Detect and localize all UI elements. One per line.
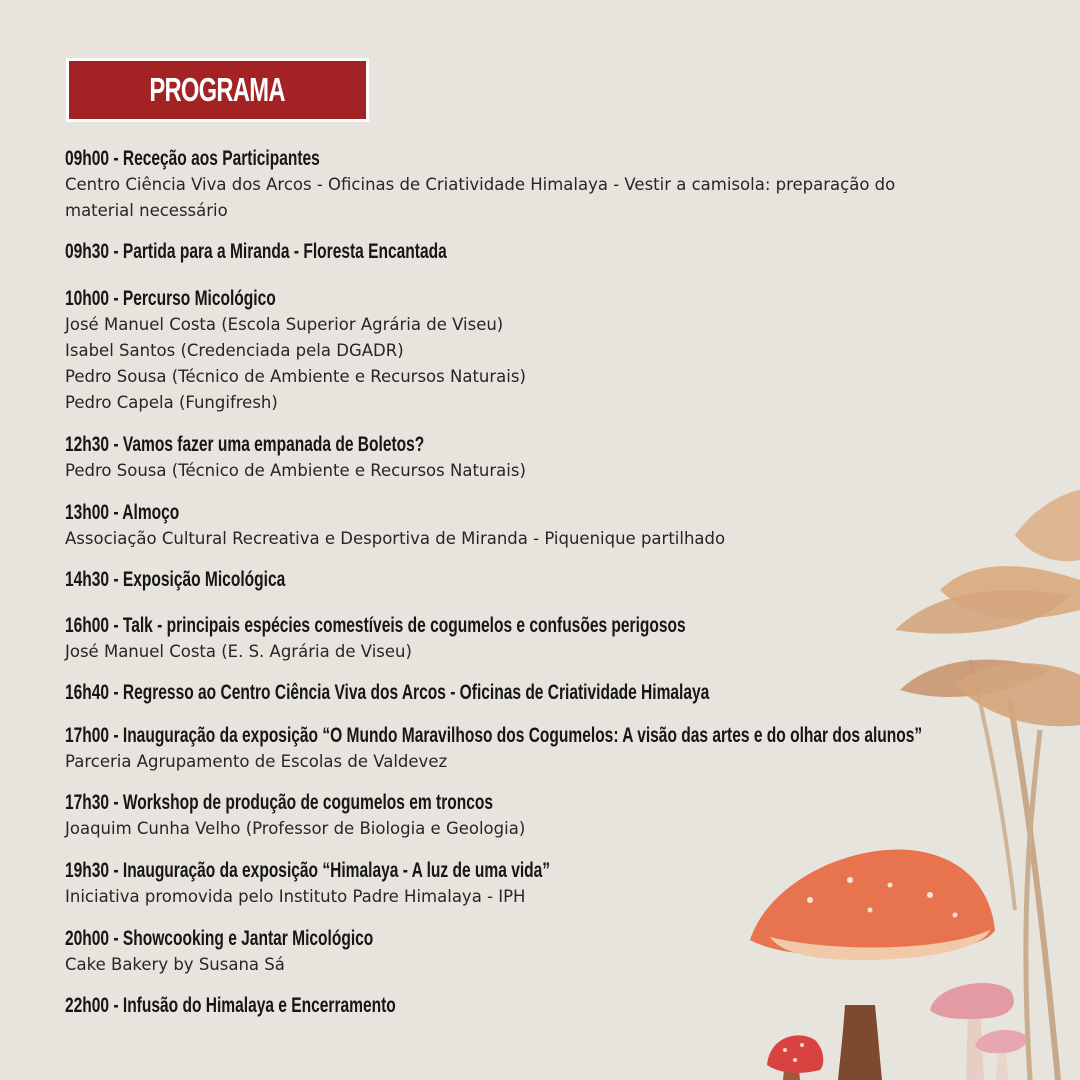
entry-line: Iniciativa promovida pelo Instituto Padre Himalaya - IPH [65,887,526,906]
entry-title: 10h00 - Percurso Micológico [65,287,276,310]
entry-line: Pedro Sousa (Técnico de Ambiente e Recursos Naturais) [65,367,526,386]
entry-title: 22h00 - Infusão do Himalaya e Encerramento [65,994,396,1017]
program-entry [65,285,965,416]
entry-title: 17h00 - Inauguração da exposição “O Mundo Maravilhoso dos Cogumelos: A visão das artes e do olhar dos alunos” [65,724,923,747]
entry-line: material necessário [65,201,228,220]
mushroom-illustration [740,490,1080,1080]
title-banner [66,58,369,122]
entry-line: Isabel Santos (Credenciada pela DGADR) [65,341,404,360]
entry-title: 17h30 - Workshop de produção de cogumelos em troncos [65,791,494,814]
entry-title: 14h30 - Exposição Micológica [65,568,286,591]
entry-line: Centro Ciência Viva dos Arcos - Oficinas de Criatividade Himalaya - Vestir a camisola: preparação do [65,175,896,194]
entry-title: 09h00 - Receção aos Participantes [65,147,320,170]
entry-title: 12h30 - Vamos fazer uma empanada de Boletos? [65,433,425,456]
entry-title: 20h00 - Showcooking e Jantar Micológico [65,927,374,950]
entry-line: José Manuel Costa (E. S. Agrária de Viseu) [65,642,412,661]
entry-title: 09h30 - Partida para a Miranda - Floresta Encantada [65,240,447,263]
entry-line: Cake Bakery by Susana Sá [65,955,285,974]
entry-line: José Manuel Costa (Escola Superior Agrária de Viseu) [65,315,504,334]
entry-title: 13h00 - Almoço [65,501,180,524]
entry-line: Associação Cultural Recreativa e Desportiva de Miranda - Piquenique partilhado [65,529,726,548]
entry-title: 19h30 - Inauguração da exposição “Himalaya - A luz de uma vida” [65,859,551,882]
entry-title: 16h40 - Regresso ao Centro Ciência Viva dos Arcos - Oficinas de Criatividade Himalaya [65,681,710,704]
entry-line: Joaquim Cunha Velho (Professor de Biologia e Geologia) [65,819,526,838]
entry-title: 16h00 - Talk - principais espécies comestíveis de cogumelos e confusões perigosos [65,614,686,637]
entry-line: Pedro Capela (Fungifresh) [65,393,278,412]
program-entry [65,238,965,265]
program-entry [65,431,965,484]
program-entry [65,145,965,224]
page-title: PROGRAMA [149,71,286,108]
entry-line: Pedro Sousa (Técnico de Ambiente e Recursos Naturais) [65,461,526,480]
entry-line: Parceria Agrupamento de Escolas de Valdevez [65,752,448,771]
